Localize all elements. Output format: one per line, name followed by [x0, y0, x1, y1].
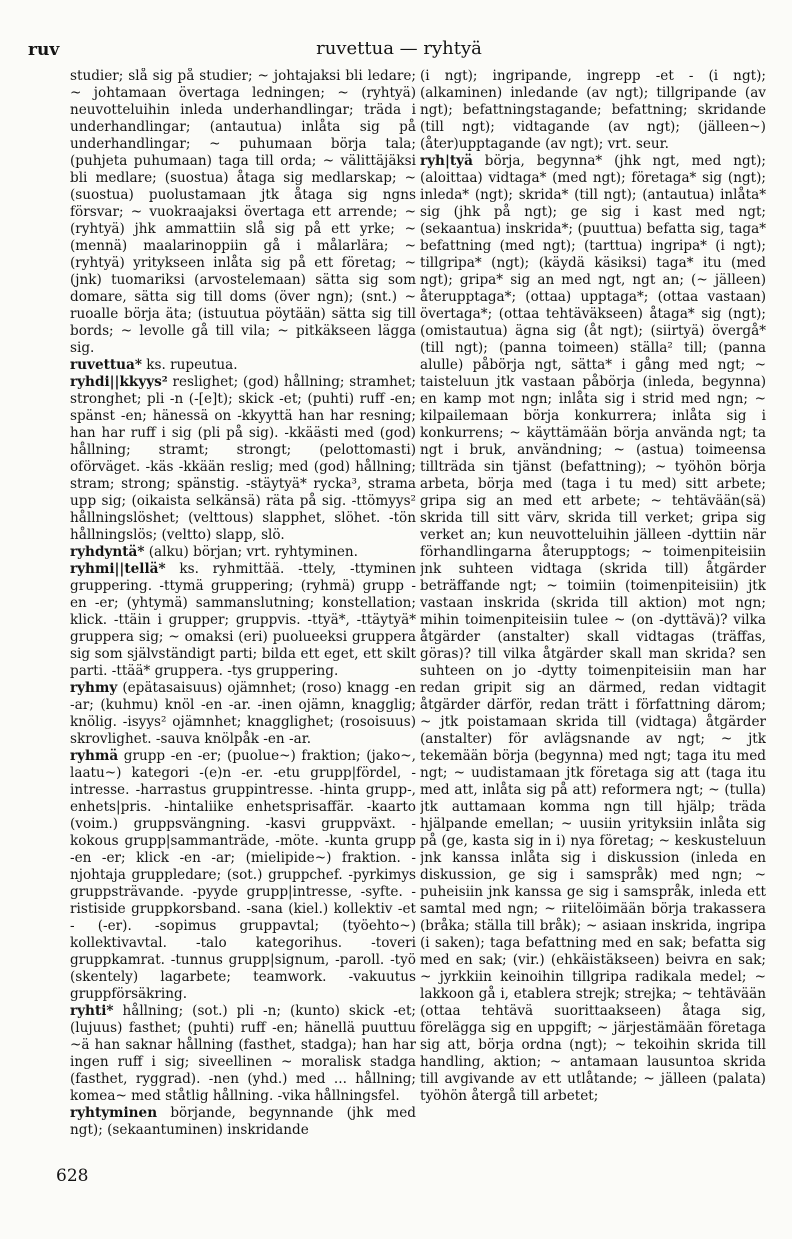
dictionary-entry	[70, 1003, 416, 1105]
entry-text: börjande, begynnande (jhk med ngt); (sekaantuminen) inskridande	[70, 1105, 416, 1138]
dictionary-entry	[70, 544, 416, 561]
dictionary-entry	[70, 68, 416, 357]
guide-word: ruv	[28, 40, 60, 60]
dictionary-entry	[70, 561, 416, 680]
entry-headword: ryhtyminen	[70, 1105, 158, 1121]
entry-headword: ryhmy	[70, 680, 118, 696]
entry-text: (i ngt); ingripande, ingrepp -et - (i ngt); (alkaminen) inledande (av ngt); tillgripande (av ngt); befattningstagande; befattning; skridande (till ngt); vidtagande (av ngt); (jälleen~) (åter)upptagande (av ngt); vrt. seur.	[420, 68, 766, 152]
entry-text: (epätasaisuus) ojämnhet; (roso) knagg -en -ar; (kuhmu) knöl -en -ar. -inen ojämn, knagglig; knölig. -isyys² ojämnhet; knagglighet; (rosoisuus) skrovlighet. -sauva knölpåk -en -ar.	[70, 680, 416, 747]
entry-text: ks. ryhmittää. -ttely, -ttyminen gruppering. -ttymä gruppering; (ryhmä) grupp -en -er; (yhtymä) sammanslutning; konstellation; klick. -ttäin i grupper; gruppvis. -ttyä*, -ttäytyä* gruppera sig; ~ omaksi (eri) puolueeksi gruppera sig som självständigt parti; bilda ett eget, ett skilt parti. -ttää* gruppera. -tys gruppering.	[70, 561, 416, 679]
entry-headword: ryhdyntä*	[70, 544, 145, 560]
entry-headword: ruvettua*	[70, 357, 142, 373]
dictionary-entry	[70, 680, 416, 748]
dictionary-entry	[70, 357, 416, 374]
left-column	[70, 68, 416, 1154]
page-header	[28, 36, 770, 64]
entry-headword: ryhti*	[70, 1003, 114, 1019]
entry-text: reslighet; (god) hållning; stramhet; stronghet; pli -n (-[e]t); skick -et; (puhti) ruff -en; spänst -en; hänessä on -kkyyttä han har resning; han har ruff i sig (pli på sig). -kkäästi med (god) hållning; stramt; strongt; (pelottomasti) oförväget. -käs -kkään reslig; med (god) hållning; stram; strong; spänstig. -stäytyä* rycka³, strama upp sig; (oikaista selkänsä) räta på sig. -ttömyys² hållningslöshet; (velttous) slapphet, slöhet. -tön hållningslös; (veltto) slapp, slö.	[70, 374, 416, 543]
entry-headword: ryh|tyä	[420, 153, 473, 169]
page-title: ruvettua — ryhtyä	[316, 38, 482, 59]
entry-text: (alku) början; vrt. ryhtyminen.	[144, 544, 358, 560]
entry-text: grupp -en -er; (puolue~) fraktion; (jako~, laatu~) kategori -(e)n -er. -etu grupp|fördel, -intresse. -harrastus gruppintresse. -hinta grupp-, enhets|pris. -hintaliike enhetsprisaffär. -kaarto (voim.) gruppsvängning. -kasvi gruppväxt. -kokous grupp|sammanträde, -möte. -kunta grupp -en -er; klick -en -ar; (mielipide~) fraktion. -njohtaja gruppledare; (sot.) gruppchef. -pyrkimys gruppsträvande. -pyyde grupp|intresse, -syfte. -ristiside gruppkorsband. -sana (kiel.) kollektiv -et - (-er). -sopimus gruppavtal; (työehto~) kollektivavtal. -talo kategorihus. -toveri gruppkamrat. -tunnus grupp|signum, -paroll. -työ (skentely) lagarbete; teamwork. -vakuutus gruppförsäkring.	[70, 748, 416, 1002]
entry-text: studier; slå sig på studier; ~ johtajaksi bli ledare; ~ johtamaan övertaga ledningen; ~ (ryhtyä) neuvotteluihin inleda underhandlingar; träda i underhandlingar; (antautua) inlåta sig på underhandlingar; ~ puhumaan börja tala; (puhjeta puhumaan) taga till orda; ~ välittäjäksi bli medlare; (suostua) åtaga sig medlarskap; ~ (suostua) puolustamaan jtk åtaga sig ngns försvar; ~ vuokraajaksi övertaga ett arrende; ~ (ryhtyä) jhk ammattiin slå sig på ett yrke; ~ (mennä) maalarinoppiin gå i målarlära; ~ (ryhtyä) yritykseen inlåta sig på ett företag; ~ (jnk) tuomariksi (arvostelemaan) sätta sig som domare, sätta sig till doms (över ngn); (snt.) ~ ruoalle börja äta; (istuutua pöytään) sätta sig till bords; ~ levolle gå till vila; ~ pitkäkseen lägga sig.	[70, 68, 416, 356]
page-number: 628	[56, 1166, 89, 1186]
dictionary-entry	[70, 748, 416, 1003]
entry-headword: ryhmä	[70, 748, 119, 764]
entry-text: börja, begynna* (jhk ngt, med ngt); (aloittaa) vidtaga* (med ngt); företaga* sig (ngt); inleda* (ngt); skrida* (till ngt); (antautua) inlåta* sig (jhk på ngt); ge sig i kast med ngt; (sekaantua) inskrida*; (puuttua) befatta sig, taga* befattning (med ngt); (tarttua) ingripa* (i ngt); tillgripa* (ngt); (käydä käsiksi) taga* itu (med ngt); gripa* sig an med ngt, ngt an; (~ jälleen) återupptaga*; (ottaa) upptaga*; (ottaa vastaan) övertaga*; (ottaa tehtäväkseen) åtaga* sig (ngt); (omistautua) ägna sig (åt ngt); (siirtyä) övergå* (till ngt); (panna toimeen) ställa² till; (panna alulle) påbörja ngt, sätta* i gång med ngt; ~ taisteluun jtk vastaan påbörja (inleda, begynna) en kamp mot ngn; inlåta sig i strid med ngn; ~ kilpailemaan börja konkurrera; inlåta sig i konkurrens; ~ käyttämään börja använda ngt; ta ngt i bruk, användning; ~ (astua) toimeensa tillträda sin tjänst (befattning); ~ työhön börja arbeta, börja med (taga i tu med) sitt arbete; gripa sig an med ett arbete; ~ tehtävään(sä) skrida till sitt värv, skrida till verket; gripa sig verket an; kun neuvotteluihin jälleen -dyttiin när förhandlingarna återupptogs; ~ toimenpiteisiin jnk suhteen vidtaga (skrida till) åtgärder beträffande ngt; ~ toimiin (toimenpiteisiin) jtk vastaan inskrida (skrida till aktion) mot ngn; mihin toimenpiteisiin tulee ~ (on -dyttävä)? vilka åtgärder (anstalter) skall vidtagas (träffas, göras)? till vilka åtgärder skall man skrida? sen suhteen on jo -dytty toimenpiteisiin man har redan gripit sig an därmed, redan vidtagit åtgärder därför, redan trätt i författning därom; ~ jtk poistamaan skrida till (vidtaga) åtgärder (anstalter) för avlägsnande av ngt; ~ jtk tekemään börja (begynna) med ngt; taga itu med ngt; ~ uudistamaan jtk företaga sig att (taga itu med att, inlåta sig på att) reformera ngt; ~ (tulla) jtk auttamaan komma ngn till hjälp; träda hjälpande emellan; ~ uusiin yrityksiin inlåta sig på (ge, kasta sig in i) nya företag; ~ keskusteluun jnk kanssa inlåta sig i diskussion (inleda en diskussion, ge sig i samspråk) med ngn; ~ puheisiin jnk kanssa ge sig i samspråk, inleda ett samtal med ngn; ~ riitelöimään börja trakassera (bråka; ställa till bråk); ~ asiaan inskrida, ingripa (i saken); taga befattning med en sak; befatta sig med en sak; (vir.) (ehkäistäkseen) beivra en sak; ~ jyrkkiin keinoihin tillgripa radikala medel; ~ lakkoon gå i, etablera strejk; strejka; ~ tehtävään (ottaa tehtävä suorittaakseen) åtaga sig, förelägga sig en uppgift; ~ järjestämään företaga sig att, börja ordna (ngt); ~ tekoihin skrida till handling, aktion; ~ antamaan lausuntoa skrida till avgivande av ett utlåtande; ~ jälleen (palata) työhön återgå till arbetet;	[420, 153, 766, 1104]
entry-headword: ryhmi||tellä*	[70, 561, 166, 577]
right-column	[420, 68, 766, 1154]
dictionary-entry	[70, 374, 416, 544]
dictionary-entry	[420, 153, 766, 1105]
dictionary-entry	[70, 1105, 416, 1139]
dictionary-entry	[420, 68, 766, 153]
entry-headword: ryhdi||kkyys²	[70, 374, 168, 390]
entry-text: hållning; (sot.) pli -n; (kunto) skick -et; (lujuus) fasthet; (puhti) ruff -en; hänellä puuttuu ~ä han saknar hållning (fasthet, stadga); han har ingen ruff i sig; siveellinen ~ moralisk stadga (fasthet, ryggrad). -nen (yhd.) med ... hållning; komea~ med ståtlig hållning. -vika hållningsfel.	[70, 1003, 416, 1104]
entry-text: ks. rupeutua.	[141, 357, 238, 373]
